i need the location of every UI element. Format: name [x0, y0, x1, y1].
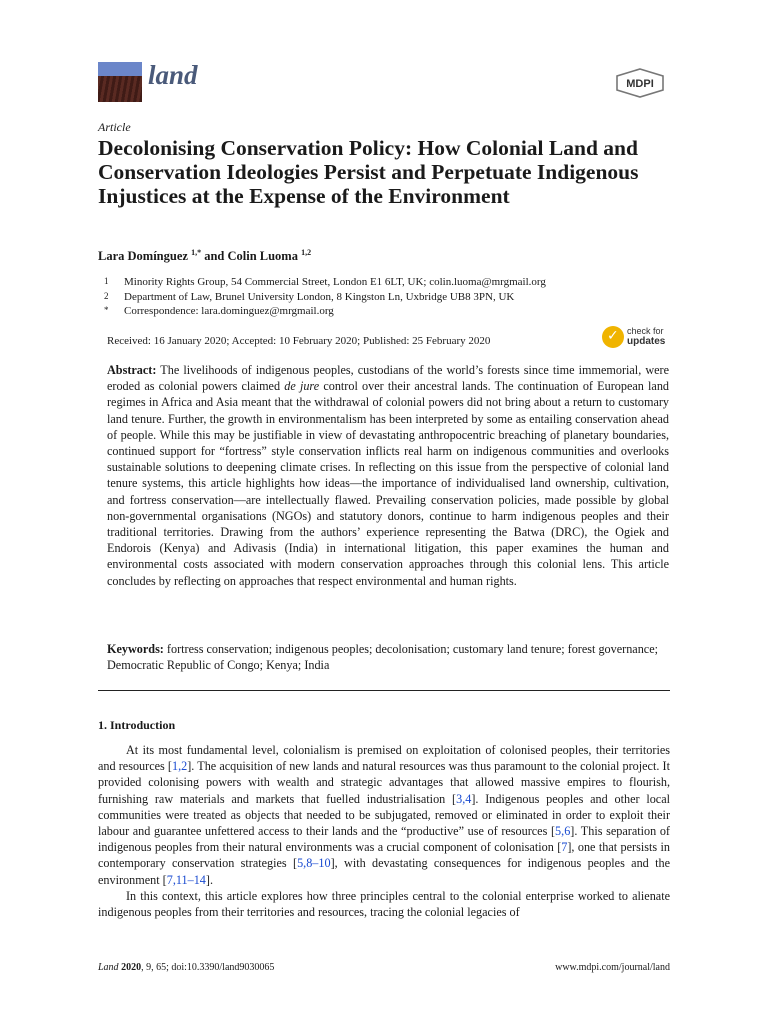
article-title: Decolonising Conservation Policy: How Colonial Land and Conservation Ideologies Persist and Perpetuate Indigenous Injustices at the Expense of the Environment	[98, 136, 639, 208]
keywords	[107, 641, 669, 673]
check-updates-line1: check for	[627, 326, 664, 336]
footer-url[interactable]: www.mdpi.com/journal/land	[555, 962, 670, 973]
affiliation-mark: *	[104, 305, 109, 315]
abstract-italic: de jure	[284, 379, 320, 394]
abstract	[107, 362, 669, 589]
affiliation-mark: 1	[104, 276, 109, 286]
author-superscript: 1,2	[301, 248, 312, 257]
footer-citation	[98, 962, 274, 973]
text-run: ].	[205, 872, 213, 887]
text-run: ], with devastating consequences for indigenous peoples and the environment [	[98, 856, 670, 887]
keywords-label: Keywords:	[107, 642, 164, 656]
affiliation-1	[104, 276, 546, 288]
footer-year: 2020	[121, 962, 142, 973]
journal-name: land	[148, 60, 198, 90]
text-run: ]. This separation of indigenous peoples from their natural environments was a crucial component of colonisation [	[98, 824, 670, 855]
mdpi-logo	[614, 68, 666, 98]
footer-citation-rest: , 9, 65; doi:10.3390/land9030065	[141, 962, 275, 973]
citation-link[interactable]: 5,6	[555, 824, 571, 839]
citation-link[interactable]: 5,8–10	[297, 856, 331, 871]
citation-link[interactable]: 7,11–14	[166, 872, 206, 887]
author-superscript: 1,*	[191, 248, 202, 257]
citation-link[interactable]: 7	[561, 840, 568, 855]
mdpi-logo-text: MDPI	[626, 78, 654, 90]
check-for-updates-badge[interactable]	[602, 326, 672, 348]
affiliation-mark: 2	[104, 291, 109, 301]
affiliation-text: Department of Law, Brunel University London, 8 Kingston Ln, Uxbridge UB8 3PN, UK	[124, 291, 515, 303]
author-name: Lara Domínguez	[98, 249, 188, 264]
section-heading: 1. Introduction	[98, 718, 176, 732]
paragraph	[98, 742, 670, 888]
keywords-text: fortress conservation; indigenous peoples; decolonisation; customary land tenure; forest governance; Democratic Republic of Congo; Kenya; India	[107, 642, 659, 673]
abstract-text: control over their ancestral lands. The continuation of European land regimes in Africa and Asia meant that the withdrawal of colonial powers did not bring about a return to customary land tenure. Further, the growth in environmentalism has been interpreted by some as entailing conservation ahead of people. While this may be justifiable in view of devastating anthropocentric breaching of planetary boundaries, continued support for “fortress” style conservation inflicts real harm on indigenous communities and overlooks sustainable solutions to deepening climate crises. In reflecting on this issue from the perspective of colonial land tenure systems, this article highlights how ideas—the importance of individualised land ownership, cultivation, and fortress conservation—are intellectually flawed. Prevailing conservation policies, made possible by global non-governmental organisations (NGOs) and statutory donors, continue to harm indigenous peoples and their traditional territories. Drawing from the authors’ experience representing the Batwa (DRC), the Ogiek and Endorois (Kenya) and Adivasis (India) in international litigation, this paper examines the human and environmental costs associated with modern conservation approaches through this colonial lens. This article concludes by reflecting on approaches that respect environmental and human rights.	[107, 379, 670, 588]
section-divider	[98, 690, 670, 691]
affiliation-2	[104, 291, 514, 303]
citation-link[interactable]: 3,4	[456, 791, 472, 806]
author-list	[98, 248, 311, 264]
author-conjunction: and	[204, 249, 225, 264]
abstract-label: Abstract:	[107, 363, 157, 377]
introduction-body	[98, 742, 670, 920]
journal-logo	[98, 62, 142, 102]
article-type: Article	[98, 120, 131, 134]
text-run: ], one that persists in contemporary conservation strategies [	[98, 840, 670, 871]
text-run: ]. The acquisition of new lands and natural resources was thus paramount to the colonial project. It provided colonising powers with wealth and strategic advantages that allowed massive empires to flourish, furnishing raw materials and markets that fuelled industrialisation [	[98, 759, 670, 806]
check-updates-line2: updates	[627, 336, 666, 347]
affiliation-text: Correspondence: lara.dominguez@mrgmail.org	[124, 305, 334, 317]
footer-journal: Land	[98, 962, 119, 973]
paragraph: In this context, this article explores how three principles central to the colonial enterprise worked to alienate indigenous peoples from their territories and resources, tracing the colonial legacies of	[98, 888, 670, 920]
abstract-text: The livelihoods of indigenous peoples, custodians of the world’s forests since time immemorial, were eroded as colonial powers claimed	[107, 363, 670, 394]
text-run: At its most fundamental level, colonialism is premised on exploitation of colonised peoples, their territories and resources [	[98, 743, 670, 774]
citation-link[interactable]: 1,2	[171, 759, 188, 774]
publication-dates: Received: 16 January 2020; Accepted: 10 February 2020; Published: 25 February 2020	[107, 335, 491, 347]
correspondence	[104, 305, 334, 317]
author-name: Colin Luoma	[227, 249, 298, 264]
text-run: ]. Indigenous peoples and other local communities were treated as objects that needed to be subjugated, removed or eliminated in order to exploit their labour and guarantee unfettered access to their lands and the “productive” use of resources [	[98, 791, 670, 839]
checkmark-icon: ✓	[602, 326, 624, 348]
affiliation-text: Minority Rights Group, 54 Commercial Street, London E1 6LT, UK; colin.luoma@mrgmail.org	[124, 276, 546, 288]
